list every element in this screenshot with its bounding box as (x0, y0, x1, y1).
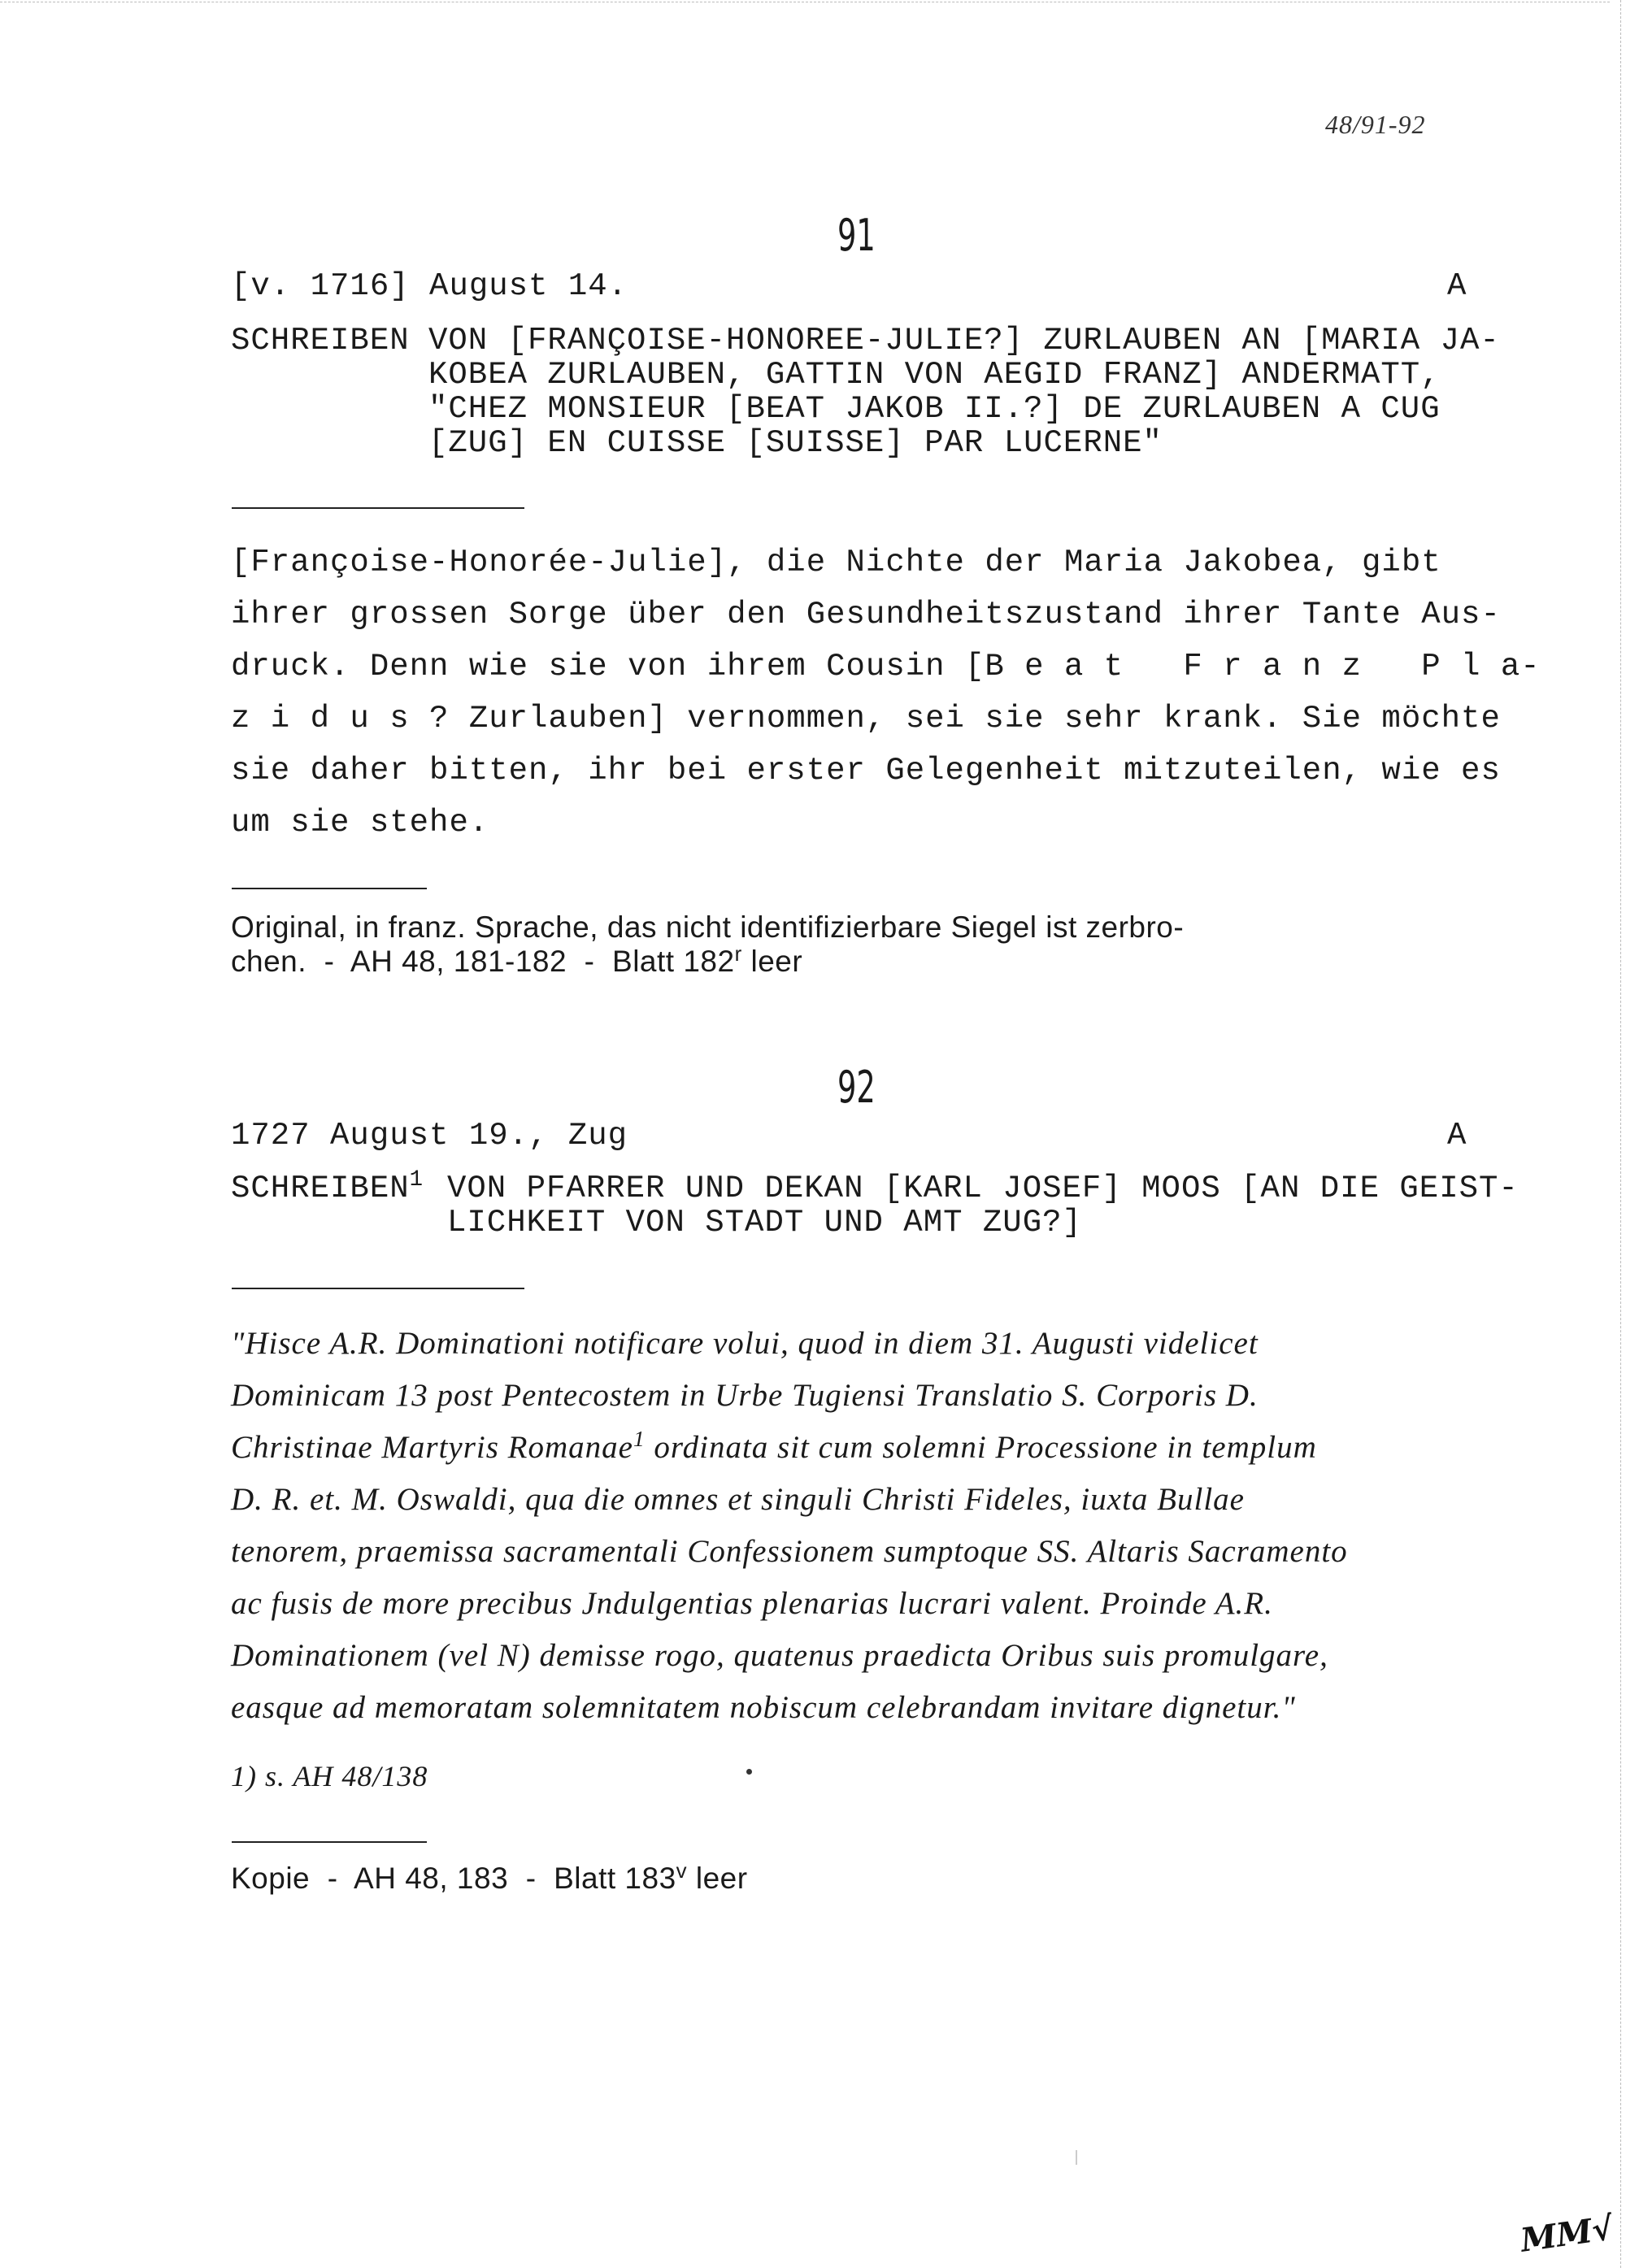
entry-91-source-note: Original, in franz. Sprache, das nicht identifizierbare Siegel ist zerbro- (231, 910, 1185, 944)
entry-number-92: 92 (837, 1062, 876, 1113)
latin-quote-line: Christinae Martyris Romanae$^1$ ordinata sit cum solemni Processione in templum (231, 1427, 1317, 1465)
scan-edge-right (1620, 0, 1621, 2268)
entry-91-body-line: ihrer grossen Sorge über den Gesundheitszustand ihrer Tante Aus- (231, 597, 1501, 632)
entry-92-title-line: VON PFARRER UND DEKAN [KARL JOSEF] MOOS [AN DIE GEIST- (447, 1171, 1519, 1206)
footnote: 1) s. AH 48/138 (231, 1760, 428, 1792)
entry-92-source-note: Kopie - AH 48, 183 - Blatt 183$^v$ leer (231, 1860, 748, 1895)
entry-91-body-line: um sie stehe. (231, 805, 489, 841)
entry-92-date: 1727 August 19., Zug (231, 1118, 628, 1154)
entry-91-title-line: VON [FRANÇOISE-HONOREE-JULIE?] ZURLAUBEN AN [MARIA JA- (428, 323, 1500, 358)
entry-92-label: SCHREIBEN$^1$ (231, 1167, 424, 1206)
stray-dot (746, 1769, 752, 1775)
entry-91-label: SCHREIBEN (231, 323, 410, 358)
separator-rule (232, 888, 427, 889)
entry-92-mark: A (1447, 1118, 1467, 1154)
latin-quote-line: easque ad memoratam solemnitatem nobiscum celebrandam invitare dignetur." (231, 1690, 1296, 1725)
separator-rule (232, 507, 524, 509)
separator-rule (232, 1288, 524, 1289)
latin-quote-line: Dominicam 13 post Pentecostem in Urbe Tugiensi Translatio S. Corporis D. (231, 1378, 1259, 1413)
latin-quote-line: tenorem, praemissa sacramentali Confessionem sumptoque SS. Altaris Sacramento (231, 1534, 1348, 1569)
entry-91-body-line: druck. Denn wie sie von ihrem Cousin [B e a t F r a n z P l a- (231, 649, 1541, 684)
entry-91-title-line: "CHEZ MONSIEUR [BEAT JAKOB II.?] DE ZURLAUBEN A CUG (428, 391, 1441, 427)
entry-91-title-line: [ZUG] EN CUISSE [SUISSE] PAR LUCERNE" (428, 425, 1163, 461)
latin-quote-line: "Hisce A.R. Dominationi notificare volui, quod in diem 31. Augusti videlicet (231, 1326, 1259, 1361)
entry-91-date: [v. 1716] August 14. (231, 268, 628, 304)
entry-91-body-line: z i d u s ? Zurlauben] vernommen, sei sie sehr krank. Sie möchte (231, 701, 1501, 736)
entry-91-body-line: sie daher bitten, ihr bei erster Gelegenheit mitzuteilen, wie es (231, 753, 1501, 789)
handwritten-signature: MM√ (1518, 2209, 1616, 2260)
latin-quote-line: D. R. et. M. Oswaldi, qua die omnes et singuli Christi Fideles, iuxta Bullae (231, 1482, 1245, 1517)
entry-91-mark: A (1447, 268, 1467, 304)
entry-91-title-line: KOBEA ZURLAUBEN, GATTIN VON AEGID FRANZ] ANDERMATT, (428, 357, 1441, 393)
entry-number-91: 91 (837, 210, 876, 261)
entry-92-title-line: LICHKEIT VON STADT UND AMT ZUG?] (447, 1205, 1082, 1240)
page-reference: 48/91-92 (1325, 110, 1426, 139)
latin-quote-line: Dominationem (vel N) demisse rogo, quatenus praedicta Oribus suis promulgare, (231, 1638, 1328, 1673)
entry-91-source-note: chen. - AH 48, 181-182 - Blatt 182$^r$ leer (231, 943, 803, 978)
entry-91-body-line: [Françoise-Honorée-Julie], die Nichte der Maria Jakobea, gibt (231, 545, 1441, 580)
scan-mark (1076, 2150, 1077, 2165)
separator-rule (232, 1841, 427, 1843)
latin-quote-line: ac fusis de more precibus Jndulgentias plenarias lucrari valent. Proinde A.R. (231, 1586, 1273, 1621)
